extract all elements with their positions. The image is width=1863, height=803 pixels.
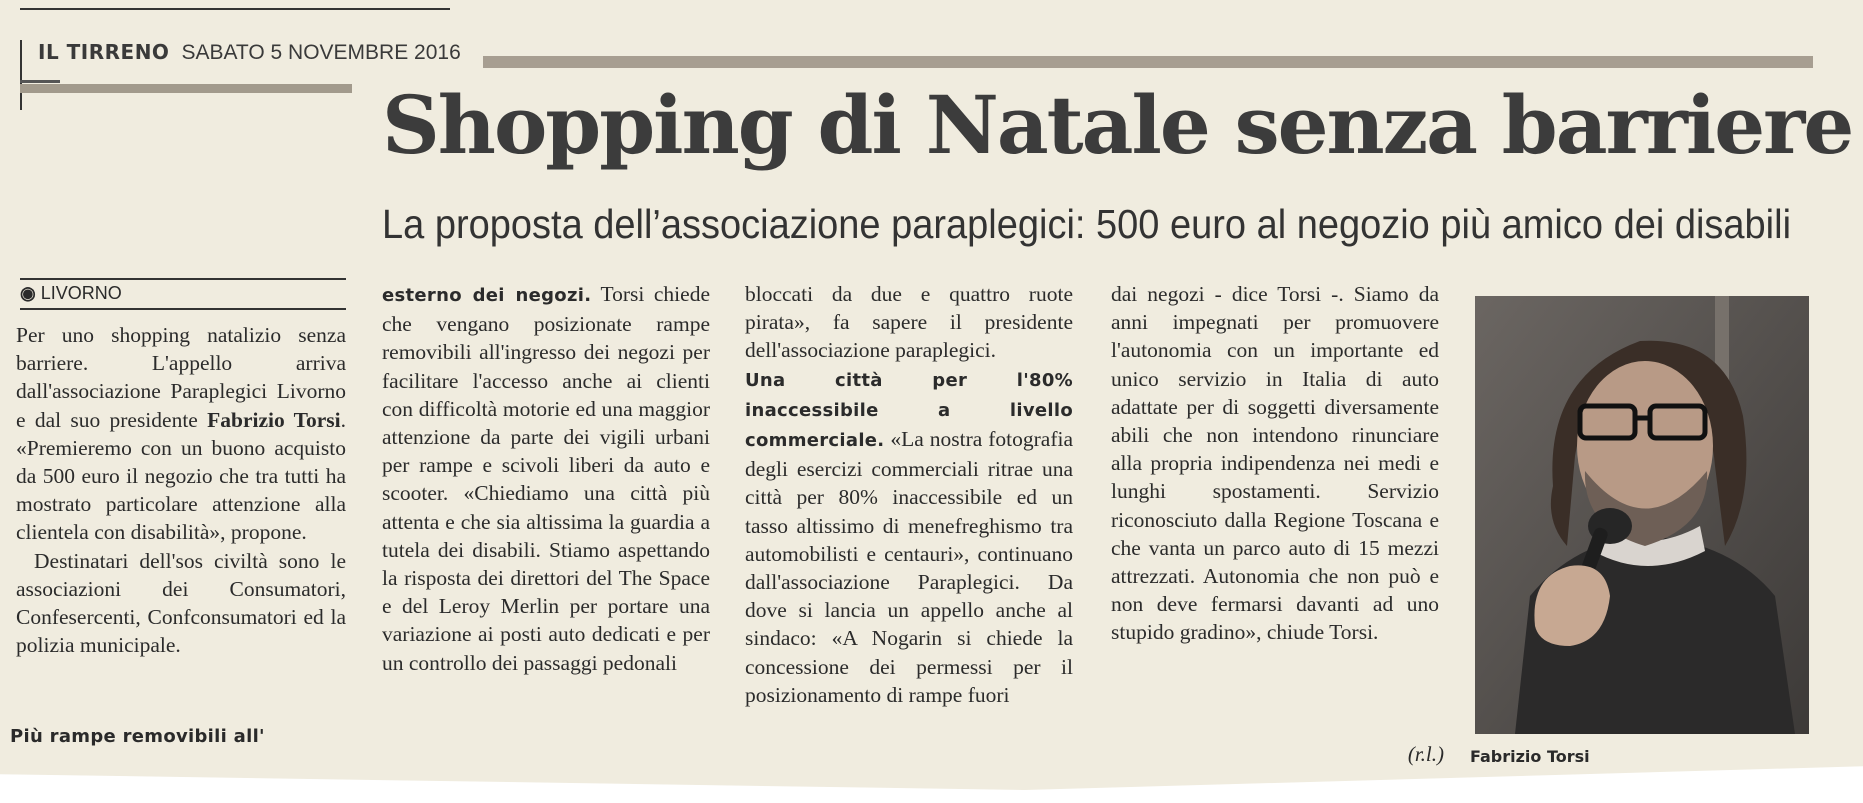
subheading: Una città per l'80% inaccessibile a livello commerciale.: [745, 369, 1073, 452]
left-rule: [20, 40, 22, 110]
dateline-text: LIVORNO: [40, 283, 122, 303]
paragraph: [382, 280, 710, 677]
author-initials: (r.l.): [1407, 742, 1444, 766]
issue-date: SABATO 5 NOVEMBRE 2016: [181, 41, 461, 64]
left-header-bar: [20, 84, 352, 93]
dateline-rule-top: [20, 278, 346, 280]
left-rule-short: [20, 80, 60, 83]
paragraph: [16, 321, 346, 547]
subheading-end: esterno dei negozi.: [382, 285, 592, 306]
paragraph: [745, 365, 1073, 709]
dateline-rule-bottom: [20, 308, 346, 310]
subheadline: La proposta dell’associazione paraplegici: 500 euro al negozio più amico dei disabili: [382, 202, 1792, 248]
paragraph-text: . «Premieremo con un buono acquisto da 500 euro il negozio che tra tutti ha mostrato particolare attenzione alla clientela con disabilità», propone.: [16, 407, 347, 545]
person-name: Fabrizio Torsi: [207, 407, 341, 432]
portrait-photo: [1475, 296, 1809, 734]
subheading-start: [10, 723, 346, 751]
newspaper-name: IL TIRRENO: [38, 40, 170, 64]
article-column-1: [16, 321, 346, 659]
article-column-2: [382, 280, 710, 677]
portrait-image: [1475, 296, 1809, 734]
article-column-4: [1111, 280, 1439, 647]
photo-caption: Fabrizio Torsi: [1470, 747, 1590, 766]
paragraph: dai negozi - dice Torsi -. Siamo da anni impegnati per promuovere l'autonomia con un importante ed unico servizio in Italia di auto adattate per di soggetti diversamente abili che non intendono rinunciare alla propria indipendenza nei medi e lunghi spostamenti. Servizio riconosciuto dalla Regione Toscana e che vanta un parco auto di 15 mezzi attrezzati. Autonomia che non può e non deve fermarsi davanti ad uno stupido gradino», chiude Torsi.: [1111, 282, 1439, 645]
top-rule: [20, 8, 450, 10]
paragraph-text: Torsi chiede che vengano posizionate rampe removibili all'ingresso dei negozi per facilitare l'accesso anche ai clienti con difficoltà motorie ed una maggior attenzione da parte dei vigili urbani per rampe e scivoli liberi da auto e scooter. «Chiediamo una città più attenta e che sia altissima la guardia a tutela dei disabili. Stiamo aspettando la risposta dei direttori del The Space e del Leroy Merlin per portare una variazione ai posti auto dedicati e per un controllo dei passaggi pedonali: [382, 282, 710, 675]
paragraph-text: Per uno shopping natalizio senza barriere. L'appello arriva dall'associazione Paraplegici Livorno e dal suo presidente: [16, 323, 346, 432]
dateline: [20, 281, 346, 305]
headline: Shopping di Natale senza barriere: [382, 78, 1853, 172]
paragraph: Destinatari dell'sos civiltà sono le associazioni dei Consumatori, Confesercenti, Confconsumatori ed la polizia municipale.: [16, 548, 346, 658]
dateline-marker-icon: ◉: [20, 283, 36, 303]
paragraph-text: «La nostra fotografia degli esercizi commerciali ritrae una città per 80% inaccessibile ed un tasso altissimo di menefreghismo tra automobilisti e centauri», continuano dall'associazione Paraplegici. Da dove si lancia un appello anche al sindaco: «A Nogarin si chiede la concessione dei permessi per il posizionamento di rampe fuori: [745, 427, 1073, 707]
header-bar: [483, 56, 1813, 68]
subheading-text: Più rampe removibili all': [10, 726, 265, 747]
masthead: [38, 40, 461, 68]
article-column-3: [745, 280, 1073, 709]
paragraph: bloccati da due e quattro ruote pirata», fa sapere il presidente dell'associazione paraplegici.: [745, 282, 1073, 363]
